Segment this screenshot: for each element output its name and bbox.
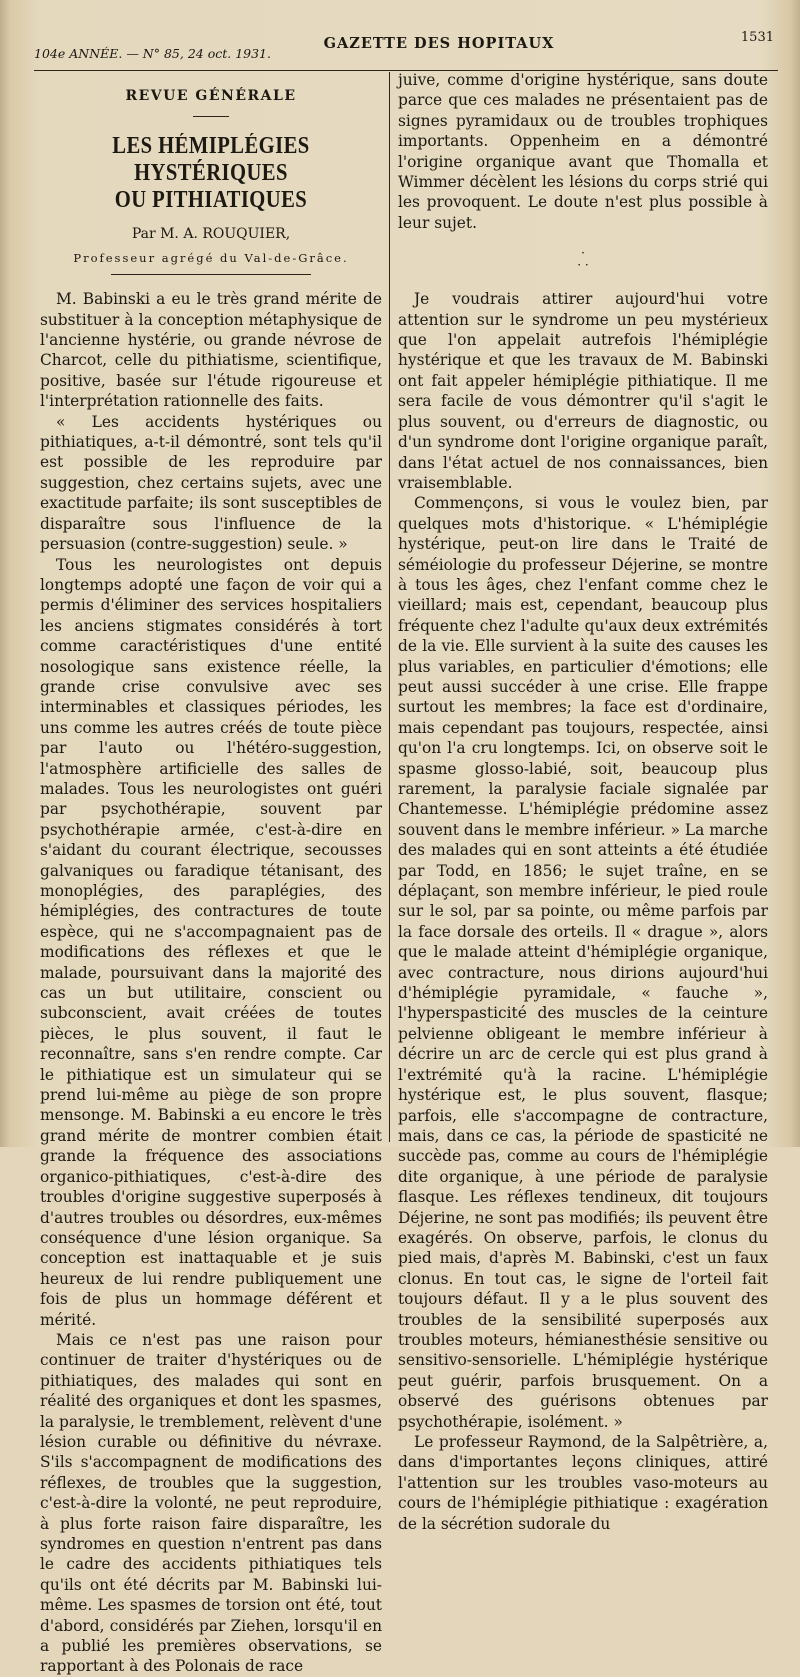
byline-rule (111, 274, 311, 275)
paragraph: Je voudrais attirer aujourd'hui votre attention sur le syndrome un peu mystérieux que l'on appelait autrefois l'hémiplégie hystérique et que les travaux de M. Babinski ont fait appeler hémiplégie pithiatique. Il me sera facile de vous démontrer qu'il s'agit le plus souvent, ou d'erreurs de diagnostic, ou d'un syndrome dont l'origine organique paraît, dans l'état actuel de nos connaissances, bien vraisemblable. (398, 290, 768, 492)
section-rubric: REVUE GÉNÉRALE (125, 88, 297, 104)
article-title (64, 133, 358, 214)
title-line-1: LES HÉMIPLÉGIES HYSTÉRIQUES (112, 133, 310, 187)
paragraph: Le professeur Raymond, de la Salpêtrière, a, dans d'importantes leçons cliniques, attiré l'attention sur les troubles vaso-moteurs au cours de l'hémiplégie pithiatique : exagération de la sécrétion sudorale du (398, 1433, 768, 1533)
right-column (398, 70, 768, 1534)
paragraph: « Les accidents hystériques ou pithiatiques, a-t-il démontré, sont tels qu'il est possible de les reproduire par suggestion, chez certains sujets, avec une exactitude parfaite; ils sont susceptibles de disparaître sous l'influence de la persuasion (contre-suggestion) seule. » (40, 412, 382, 554)
left-column (40, 80, 382, 1677)
page-number: 1531 (740, 30, 774, 45)
author-byline: Par M. A. ROUQUIER, (131, 226, 291, 243)
paragraph: Tous les neurologistes ont depuis longtemps adopté une façon de voir qui a permis d'éliminer des services hospitaliers les anciens stigmates considérés à tort comme caractéristiques d'une entité nosologique sans existence réelle, la grande crise convulsive avec ses interminables et classiques périodes, les uns comme les autres créés de toute pièce par l'auto ou l'hétéro-suggestion, l'atmosphère artificielle des salles de malades. Tous les neurologistes ont guéri par psychothérapie, souvent par psychothérapie armée, c'est-à-dire en s'aidant du courant électrique, secousses galvaniques ou faradique tétanisant, des monoplégies, des paraplégies, des hémiplégies, des contractures de toute espèce, qui ne s'accompagnaient pas de modifications des réflexes et que le malade, poursuivant dans la majorité des cas un but utilitaire, conscient ou subconscient, avait créées de toutes pièces, le plus souvent, il faut le reconnaître, sans s'en rendre compte. Car le pithiatique est un simulateur qui se prend lui-même au piège de son propre mensonge. M. Babinski a eu encore le très grand mérite de montrer combien était grande la fréquence des associations organico-pithiatiques, c'est-à-dire des troubles d'origine suggestive superposés à d'autres troubles ou désordres, eux-mêmes conséquence d'une lésion organique. Sa conception est inattaquable et je suis heureux de lui rendre publiquement une fois de plus un hommage déférent et mérité. (40, 555, 382, 1329)
title-line-2: OU PITHIATIQUES (114, 187, 308, 214)
paragraph: juive, comme d'origine hystérique, sans doute parce que ces malades ne présentaient pas de signes pyramidaux ou de troubles trophiques importants. Oppenheim en a démontré l'origine organique avant que Thomalla et Wimmer décèlent les lésions du corps strié qui les provoquent. Le doute n'est plus possible à leur sujet. (398, 71, 768, 232)
issue-info: 104e ANNÉE. — N° 85, 24 oct. 1931. (34, 46, 271, 61)
journal-title: GAZETTE DES HOPITAUX (323, 35, 555, 52)
author-affiliation: Professeur agrégé du Val-de-Grâce. (73, 250, 349, 265)
paragraph: Commençons, si vous le voulez bien, par quelques mots d'historique. « L'hémiplégie hystérique, peut-on lire dans le Traité de séméiologie du professeur Déjerine, se montre à tous les âges, chez l'enfant comme chez le vieillard; mais est, cependant, beaucoup plus fréquente chez l'adulte qu'aux deux extrémités de la vie. Elle survient à la suite des causes les plus variables, en particulier d'émotions; elle peut aussi succéder à une crise. Elle frappe surtout les membres; la face est d'ordinaire, mais cependant pas toujours, respectée, ainsi qu'on l'a cru longtemps. Ici, on observe soit le spasme glosso-labié, soit, beaucoup plus rarement, la paralysie faciale signalée par Chantemesse. L'hémiplégie prédomine assez souvent dans le membre inférieur. » La marche des malades qui en sont atteints a été étudiée par Todd, en 1856; le sujet traîne, en se déplaçant, son membre inférieur, le pied roule sur le sol, par sa pointe, ou même parfois par la face dorsale des orteils. Il « drague », alors que le malade atteint d'hémiplégie organique, avec contracture, nous dirions aujourd'hui d'hémiplégie pyramidale, « fauche », l'hyperspasticité des muscles de la ceinture pelvienne obligeant le membre inférieur à décrire un arc de cercle qui est plus grand à l'extrémité qu'à la racine. L'hémiplégie hystérique est, le plus souvent, flasque; parfois, elle s'accompagne de contracture, mais, dans ce cas, la période de spasticité ne succède pas, comme au cours de l'hémiplégie dite organique, à une période de paralysie flasque. Les réflexes tendineux, dit toujours Déjerine, ne sont pas modifiés; ils peuvent être exagérés. On observe, parfois, le clonus du pied mais, d'après M. Babinski, c'est un faux clonus. En tout cas, le signe de l'orteil fait toujours défaut. Il y a le plus souvent des troubles de la sensibilité superposés aux troubles moteurs, hémianesthésie sensitive ou sensitivo-sensorielle. L'hémiplégie hystérique peut guérir, parfois brusquement. On a observé des guérisons obtenues par psychothérapie, isolément. » (398, 494, 768, 1431)
section-separator-dots: · · · (577, 246, 589, 273)
column-divider (389, 72, 390, 1142)
paragraph: Mais ce n'est pas une raison pour continuer de traiter d'hystériques ou de pithiatiques, des malades qui sont en réalité des organiques et dont les spasmes, la paralysie, le tremblement, relèvent d'une lésion curable ou définitive du névraxe. S'ils s'accompagnent de modifications des réflexes, de troubles que la suggestion, c'est-à-dire la volonté, ne peut reproduire, à plus forte raison faire disparaître, les syndromes en question n'entrent pas dans le cadre des accidents pithiatiques tels qu'ils ont été décrits par M. Babinski lui-même. Les spasmes de torsion ont été, tout d'abord, considérés par Ziehen, lorsqu'il en a publié les premières observations, se rapportant à des Polonais de race (40, 1330, 382, 1676)
page-header (34, 30, 778, 70)
paragraph: M. Babinski a eu le très grand mérite de substituer à la conception métaphysique de l'ancienne hystérie, ou grande névrose de Charcot, celle du pithiatisme, scientifique, positive, basée sur l'étude rigoureuse et l'interprétation rationnelle des faits. (40, 290, 382, 411)
rubric-rule (193, 116, 229, 117)
